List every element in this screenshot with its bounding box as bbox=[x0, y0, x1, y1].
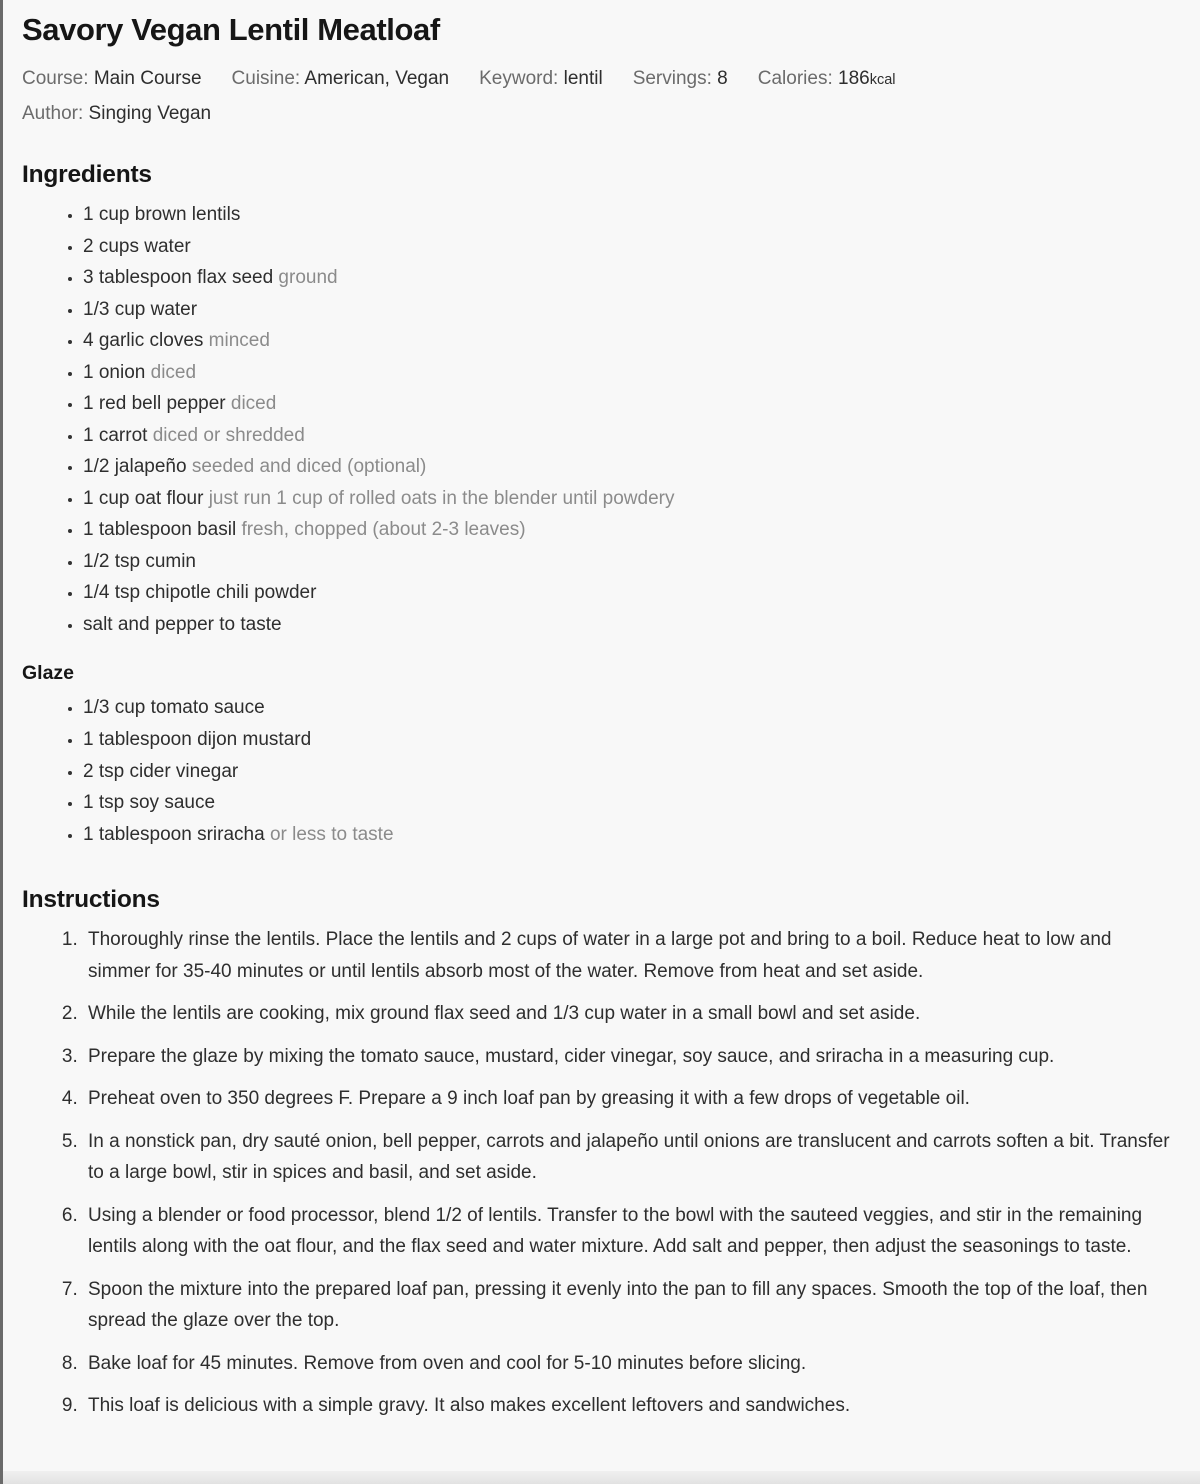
glaze-item bbox=[83, 819, 1176, 851]
ingredient-note: seeded and diced (optional) bbox=[191, 456, 427, 478]
ingredient-text: salt and pepper to taste bbox=[83, 613, 282, 635]
ingredient-text: 3 tablespoon flax seed bbox=[83, 267, 274, 289]
meta-item bbox=[232, 68, 450, 90]
ingredient-item bbox=[83, 357, 1176, 389]
glaze-list bbox=[22, 692, 1176, 850]
instruction-step-text: Bake loaf for 45 minutes. Remove from oven and cool for 5-10 minutes before slicing. bbox=[88, 1352, 807, 1374]
ingredient-item bbox=[83, 451, 1176, 483]
instruction-step bbox=[83, 924, 1176, 987]
glaze-item-note: or less to taste bbox=[269, 823, 394, 845]
window-left-border bbox=[0, 0, 3, 1484]
ingredient-text: 1 cup oat flour bbox=[83, 487, 204, 509]
meta-value: lentil bbox=[563, 68, 603, 89]
ingredient-item bbox=[83, 514, 1176, 546]
instruction-step bbox=[83, 1041, 1176, 1073]
ingredient-item bbox=[83, 199, 1176, 231]
ingredient-item bbox=[83, 325, 1176, 357]
glaze-item-text: 1 tablespoon dijon mustard bbox=[83, 728, 312, 750]
ingredient-note: diced bbox=[230, 393, 277, 415]
author-label: Author: bbox=[22, 103, 84, 124]
recipe-meta-row bbox=[22, 68, 1176, 90]
meta-value: Main Course bbox=[93, 68, 202, 89]
glaze-item bbox=[83, 724, 1176, 756]
ingredient-text: 2 cups water bbox=[83, 235, 191, 257]
meta-value-suffix: kcal bbox=[869, 72, 896, 88]
ingredient-item bbox=[83, 262, 1176, 294]
ingredient-note: diced bbox=[150, 361, 197, 383]
ingredient-item bbox=[83, 546, 1176, 578]
ingredients-list bbox=[22, 199, 1176, 640]
meta-item-author bbox=[22, 103, 211, 125]
glaze-item-text: 1 tsp soy sauce bbox=[83, 792, 216, 814]
instruction-step bbox=[83, 1390, 1176, 1422]
ingredient-note: minced bbox=[208, 330, 270, 352]
instruction-step-text: Thoroughly rinse the lentils. Place the lentils and 2 cups of water in a large pot and bring to a boil. Reduce heat to low and simmer for 35-40 minutes or until lentils absorb most of the water. Remove from heat and set aside. bbox=[88, 929, 1112, 982]
instruction-step-text: While the lentils are cooking, mix ground flax seed and 1/3 cup water in a small bowl and set aside. bbox=[88, 1003, 921, 1025]
ingredient-item bbox=[83, 294, 1176, 326]
meta-label: Keyword: bbox=[479, 68, 559, 89]
ingredient-text: 1/2 jalapeño bbox=[83, 456, 187, 478]
recipe-title: Savory Vegan Lentil Meatloaf bbox=[22, 12, 440, 47]
ingredient-text: 1 cup brown lentils bbox=[83, 204, 241, 225]
meta-value: 8 bbox=[717, 68, 728, 89]
ingredient-text: 1 carrot bbox=[83, 424, 148, 446]
ingredient-item bbox=[83, 577, 1176, 609]
meta-label: Servings: bbox=[632, 68, 712, 89]
glaze-item-text: 1 tablespoon sriracha bbox=[83, 823, 265, 845]
glaze-item-text: 2 tsp cider vinegar bbox=[83, 760, 239, 782]
instruction-step bbox=[83, 998, 1176, 1030]
instruction-step-text: This loaf is delicious with a simple gravy. It also makes excellent leftovers and sandwiches. bbox=[88, 1395, 851, 1417]
meta-item bbox=[22, 68, 202, 90]
meta-item bbox=[633, 68, 728, 90]
ingredient-item bbox=[83, 231, 1176, 263]
ingredient-text: 1 onion bbox=[83, 361, 146, 383]
instruction-step bbox=[83, 1126, 1176, 1189]
glaze-item bbox=[83, 692, 1176, 724]
ingredients-heading: Ingredients bbox=[22, 161, 152, 188]
meta-label: Course: bbox=[22, 68, 89, 89]
meta-item bbox=[479, 68, 603, 90]
ingredient-note: fresh, chopped (about 2-3 leaves) bbox=[241, 519, 526, 541]
instruction-step bbox=[83, 1083, 1176, 1115]
ingredient-item bbox=[83, 388, 1176, 420]
ingredient-text: 1 red bell pepper bbox=[83, 393, 226, 415]
meta-label: Cuisine: bbox=[231, 68, 301, 89]
meta-label: Calories: bbox=[757, 68, 833, 89]
ingredient-note: just run 1 cup of rolled oats in the blender until powdery bbox=[208, 487, 675, 509]
meta-value: 186 bbox=[838, 68, 870, 89]
ingredient-note: ground bbox=[278, 267, 338, 289]
ingredient-text: 1 tablespoon basil bbox=[83, 519, 237, 541]
instruction-step-text: Using a blender or food processor, blend 1/2 of lentils. Transfer to the bowl with the sauteed veggies, and stir in the remaining lentils along with the oat flour, and the flax seed and water mixture. Add salt and pepper, then adjust the seasonings to taste. bbox=[88, 1204, 1143, 1258]
ingredient-item bbox=[83, 609, 1176, 641]
glaze-item bbox=[83, 756, 1176, 788]
ingredient-text: 1/4 tsp chipotle chili powder bbox=[83, 582, 317, 604]
meta-value: American, Vegan bbox=[304, 68, 450, 89]
ingredient-text: 1/2 tsp cumin bbox=[83, 550, 196, 572]
ingredient-note: diced or shredded bbox=[152, 424, 305, 446]
bottom-edge-strip bbox=[3, 1471, 1200, 1484]
instructions-list bbox=[22, 924, 1176, 1422]
instruction-step bbox=[83, 1348, 1176, 1380]
ingredient-item bbox=[83, 483, 1176, 515]
instruction-step-text: Spoon the mixture into the prepared loaf pan, pressing it evenly into the pan to fill any spaces. Smooth the top of the loaf, then spread the glaze over the top. bbox=[88, 1278, 1148, 1332]
glaze-item-text: 1/3 cup tomato sauce bbox=[83, 697, 265, 719]
instruction-step bbox=[83, 1274, 1176, 1337]
instruction-step-text: Prepare the glaze by mixing the tomato sauce, mustard, cider vinegar, soy sauce, and sriracha in a measuring cup. bbox=[88, 1045, 1055, 1067]
glaze-heading: Glaze bbox=[22, 662, 75, 685]
ingredient-text: 1/3 cup water bbox=[83, 298, 198, 320]
instructions-heading: Instructions bbox=[22, 886, 160, 914]
author-value: Singing Vegan bbox=[88, 103, 212, 124]
recipe-author-row bbox=[22, 103, 1176, 125]
ingredient-item bbox=[83, 420, 1176, 452]
instruction-step-text: Preheat oven to 350 degrees F. Prepare a 9 inch loaf pan by greasing it with a few drops of vegetable oil. bbox=[88, 1088, 970, 1110]
instruction-step bbox=[83, 1200, 1176, 1263]
ingredient-text: 4 garlic cloves bbox=[83, 330, 204, 352]
meta-item bbox=[758, 68, 896, 90]
glaze-item bbox=[83, 787, 1176, 819]
instruction-step-text: In a nonstick pan, dry sauté onion, bell pepper, carrots and jalapeño until onions are translucent and carrots soften a bit. Transfer to a large bowl, stir in spices and basil, and set aside. bbox=[88, 1130, 1170, 1184]
